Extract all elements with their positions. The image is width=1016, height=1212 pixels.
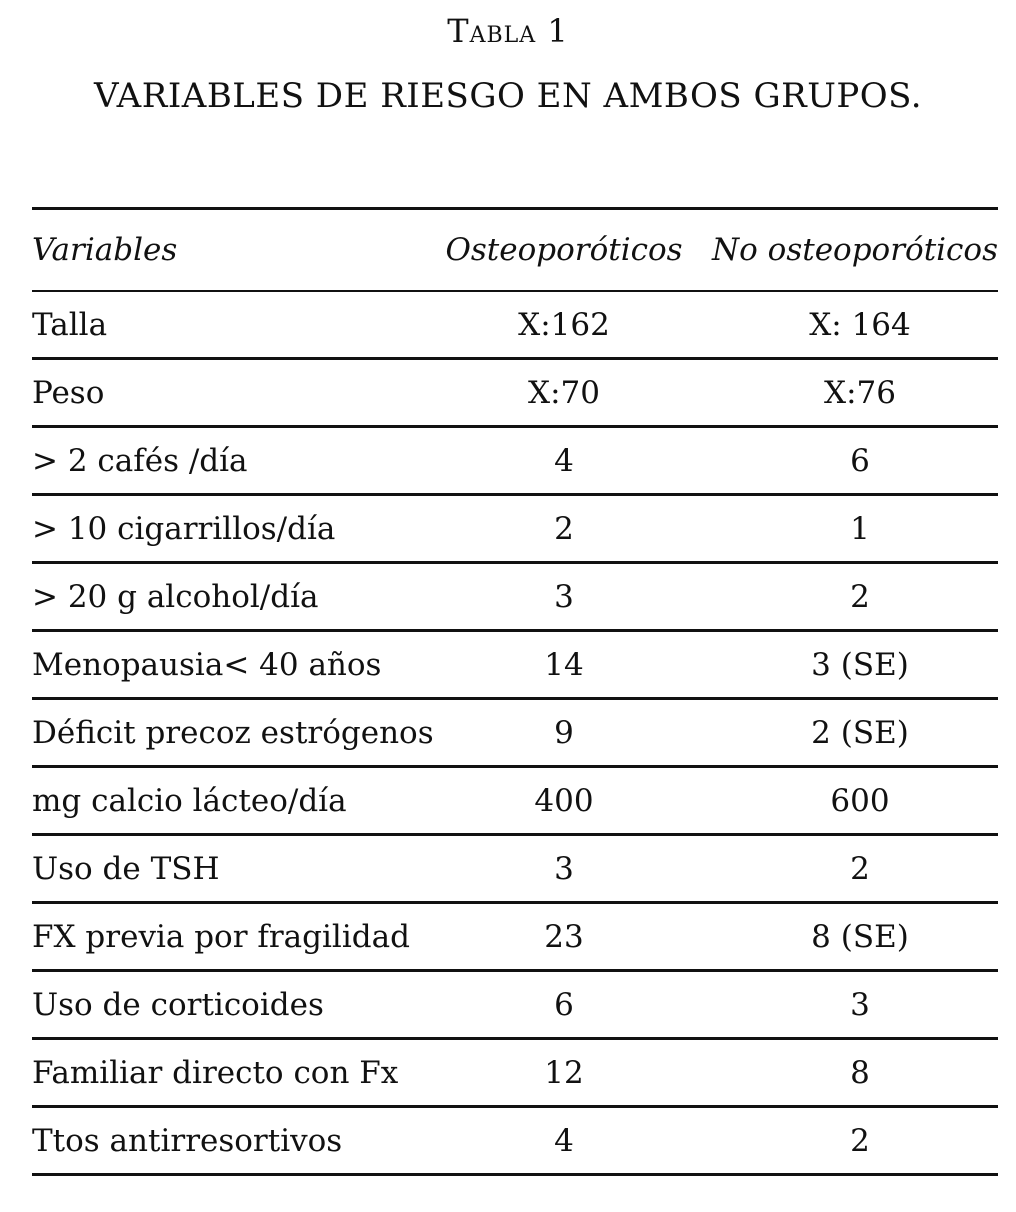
variable-cell: > 2 cafés /día [32, 442, 248, 479]
no-osteoporoticos-cell: X: 164 [809, 306, 911, 343]
variable-cell: Déficit precoz estrógenos [32, 714, 434, 751]
table-row [32, 971, 998, 1039]
table-caption: Tabla 1 [447, 12, 569, 50]
no-osteoporoticos-cell: 6 [850, 442, 870, 479]
no-osteoporoticos-cell: 2 [850, 1122, 870, 1159]
table-header-row [32, 209, 998, 292]
osteoporoticos-cell: 3 [554, 850, 574, 887]
osteoporoticos-cell: X:70 [528, 374, 600, 411]
no-osteoporoticos-cell: 600 [830, 782, 890, 819]
table-row [32, 427, 998, 495]
table-row [32, 767, 998, 835]
table-row [32, 495, 998, 563]
variable-cell: Uso de corticoides [32, 986, 324, 1023]
table-row [32, 835, 998, 903]
osteoporoticos-cell: X:162 [518, 306, 610, 343]
osteoporoticos-cell: 23 [544, 918, 584, 955]
osteoporoticos-cell: 9 [554, 714, 574, 751]
no-osteoporoticos-cell: 3 (SE) [811, 646, 909, 683]
osteoporoticos-cell: 12 [544, 1054, 584, 1091]
table-title: VARIABLES DE RIESGO EN AMBOS GRUPOS. [93, 76, 923, 116]
osteoporoticos-cell: 6 [554, 986, 574, 1023]
table-row [32, 291, 998, 359]
variable-cell: mg calcio lácteo/día [32, 782, 347, 819]
header-osteoporoticos: Osteoporóticos [445, 232, 683, 268]
no-osteoporoticos-cell: 1 [850, 510, 870, 547]
variable-cell: Talla [32, 306, 108, 343]
osteoporoticos-cell: 2 [554, 510, 574, 547]
no-osteoporoticos-cell: 2 [850, 850, 870, 887]
header-no-osteoporoticos: No osteoporóticos [712, 232, 998, 268]
variable-cell: Familiar directo con Fx [32, 1054, 399, 1091]
osteoporoticos-cell: 4 [554, 1122, 574, 1159]
variable-cell: Peso [32, 374, 105, 411]
no-osteoporoticos-cell: 2 [850, 578, 870, 615]
variable-cell: > 10 cigarrillos/día [32, 510, 336, 547]
no-osteoporoticos-cell: 8 (SE) [811, 918, 909, 955]
no-osteoporoticos-cell: X:76 [824, 374, 896, 411]
osteoporoticos-cell: 400 [534, 782, 594, 819]
variable-cell: > 20 g alcohol/día [32, 578, 319, 615]
variable-cell: Uso de TSH [32, 850, 220, 887]
table-row [32, 699, 998, 767]
table-row [32, 1107, 998, 1175]
header-variables: Variables [32, 232, 178, 268]
variable-cell: Menopausia< 40 años [32, 646, 382, 683]
table-row [32, 563, 998, 631]
table-row [32, 903, 998, 971]
risk-variables-table [32, 207, 998, 1176]
no-osteoporoticos-cell: 8 [850, 1054, 870, 1091]
osteoporoticos-cell: 3 [554, 578, 574, 615]
no-osteoporoticos-cell: 2 (SE) [811, 714, 909, 751]
table-row [32, 631, 998, 699]
table-row [32, 1039, 998, 1107]
table-row [32, 359, 998, 427]
osteoporoticos-cell: 4 [554, 442, 574, 479]
risk-variables-table-container [32, 207, 998, 1176]
osteoporoticos-cell: 14 [544, 646, 584, 683]
no-osteoporoticos-cell: 3 [850, 986, 870, 1023]
variable-cell: FX previa por fragilidad [32, 918, 410, 955]
variable-cell: Ttos antirresortivos [32, 1122, 343, 1159]
